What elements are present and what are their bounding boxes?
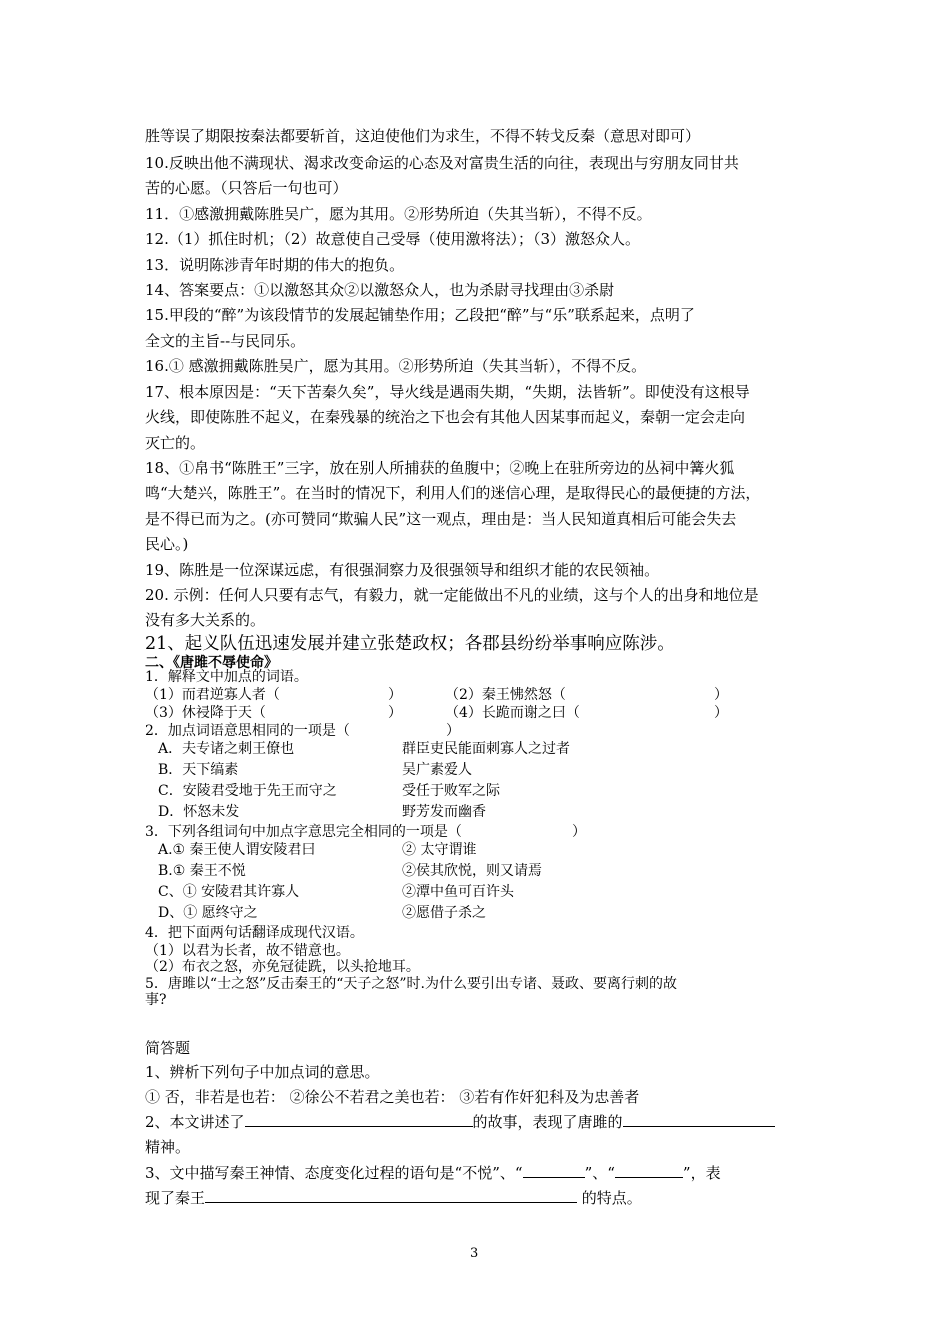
short-answer-title: 简答题 (145, 1039, 191, 1057)
short-q2-cont: 精神。 (145, 1138, 191, 1156)
question-3-stem: 3．下列各组词句中加点字意思完全相同的一项是（ (145, 824, 462, 840)
option-a: B．天下缟素 (158, 762, 239, 778)
short-q2: 2、本文讲述了 的故事，表现了唐雎的 (145, 1112, 775, 1132)
answer-line: 18、①帛书“陈胜王”三字，放在别人所捕获的鱼腹中；②晚上在驻所旁边的丛祠中篝火狐 (145, 459, 735, 477)
answer-line: 火线，即使陈胜不起义，在秦残暴的统治之下也会有其他人因某事而起义，秦朝一定会走向 (145, 408, 746, 426)
answer-line: 15.甲段的“醉”为该段情节的发展起铺垫作用；乙段把“醉”与“乐”联系起来，点明了 (145, 306, 695, 324)
short-q3-cont: 现了秦王 的特点。 (145, 1189, 642, 1207)
answer-line: 17、根本原因是：“天下苦秦久矣”，导火线是遇雨失期，“失期，法皆斩”。即使没有这根导 (145, 383, 750, 401)
answer-line: 10.反映出他不满现状、渴求改变命运的心态及对富贵生活的向往，表现出与穷朋友同甘共 (145, 154, 739, 172)
question-1-item: （2）秦王怫然怒（ (445, 687, 566, 703)
page-number: 3 (470, 1246, 479, 1261)
answer-line: 胜等误了期限按秦法都要斩首，这迫使他们为求生，不得不转戈反秦（意思对即可） (145, 127, 701, 145)
answer-line: 苦的心愿。（只答后一句也可） (145, 179, 348, 197)
bracket-close: ） (388, 705, 402, 721)
answer-blank[interactable] (205, 1188, 577, 1203)
answer-line: 灭亡的。 (145, 434, 206, 452)
question-5-cont: 事? (145, 992, 167, 1008)
answer-blank[interactable] (523, 1163, 585, 1178)
answer-line: 12.（1）抓住时机；（2）故意使自己受辱（使用激将法）；（3）激怒众人。 (145, 230, 640, 248)
answer-blank[interactable] (615, 1163, 683, 1178)
short-q3: 3、文中描写秦王神情、态度变化过程的语句是“不悦”、“ ”、“ ”，表 (145, 1164, 721, 1182)
option-a: A.① 秦王使人谓安陵君曰 (158, 842, 316, 858)
answer-line: 11．①感激拥戴陈胜吴广，愿为其用。②形势所迫（失其当斩），不得不反。 (145, 205, 652, 223)
question-5: 5．唐雎以“士之怒”反击秦王的“天子之怒”时.为什么要引出专诸、聂政、要离行刺的故 (145, 976, 677, 992)
answer-line: 20. 示例：任何人只要有志气，有毅力，就一定能做出不凡的业绩，这与个人的出身和地位是 (145, 586, 759, 604)
answer-line: 14、答案要点：①以激怒其众②以激怒众人，也为杀尉寻找理由③杀尉 (145, 281, 615, 299)
question-4-item: （2）布衣之怒，亦免冠徒跣，以头抢地耳。 (145, 959, 420, 975)
question-4-item: （1）以君为长者，故不错意也。 (145, 943, 350, 959)
answer-line: 16.① 感激拥戴陈胜吴广，愿为其用。②形势所迫（失其当斩），不得不反。 (145, 357, 647, 375)
option-b: 群臣吏民能面刺寡人之过者 (402, 741, 570, 757)
short-q1-items: ① 否，非若是也若： ②徐公不若君之美也若： ③若有作奸犯科及为忠善者 (145, 1088, 640, 1106)
option-b: ②愿借子杀之 (402, 905, 486, 921)
question-1-item: （4）长跪而谢之曰（ (445, 705, 580, 721)
question-1-item: （3）休祲降于天（ (145, 705, 266, 721)
option-a: B.① 秦王不悦 (158, 863, 246, 879)
question-1-stem: 1．解释文中加点的词语。 (145, 669, 308, 685)
question-2-stem: 2．加点词语意思相同的一项是（ (145, 723, 350, 739)
short-q1: 1、辨析下列句子中加点词的意思。 (145, 1063, 380, 1081)
answer-line-21: 21、起义队伍迅速发展并建立张楚政权；各郡县纷纷举事响应陈涉。 (145, 634, 675, 654)
option-b: 野芳发而幽香 (402, 804, 486, 820)
answer-blank[interactable] (245, 1112, 473, 1127)
option-b: ②侯其欣悦，则又请焉 (402, 863, 542, 879)
answer-line: 民心。) (145, 535, 189, 553)
bracket-close: ） (446, 723, 460, 739)
answer-line: 没有多大关系的。 (145, 611, 266, 629)
bracket-close: ） (714, 705, 728, 721)
answer-line: 13．说明陈涉青年时期的伟大的抱负。 (145, 256, 405, 274)
answer-blank[interactable] (623, 1112, 775, 1127)
bracket-close: ） (714, 687, 728, 703)
option-b: 受任于败军之际 (402, 783, 500, 799)
bracket-close: ） (388, 687, 402, 703)
option-b: ② 太守谓谁 (402, 842, 477, 858)
option-b: 吴广素爱人 (402, 762, 472, 778)
question-4-stem: 4．把下面两句话翻译成现代汉语。 (145, 925, 364, 941)
option-a: D．怀怒未发 (158, 804, 240, 820)
answer-line: 是不得已而为之。(亦可赞同“欺骗人民”这一观点，理由是：当人民知道真相后可能会失去 (145, 510, 737, 528)
option-a: C、① 安陵君其许寡人 (158, 884, 300, 900)
answer-line: 19、陈胜是一位深谋远虑，有很强洞察力及很强领导和组织才能的农民领袖。 (145, 561, 660, 579)
bracket-close: ） (572, 824, 586, 840)
option-a: C．安陵君受地于先王而守之 (158, 783, 337, 799)
question-1-item: （1）而君逆寡人者（ (145, 687, 280, 703)
answer-line: 全文的主旨--与民同乐。 (145, 332, 306, 350)
section-title: 二、《唐雎不辱使命》 (145, 655, 278, 671)
option-a: A．夫专诸之刺王僚也 (158, 741, 295, 757)
option-a: D、① 愿终守之 (158, 905, 258, 921)
option-b: ②潭中鱼可百许头 (402, 884, 514, 900)
answer-line: 鸣“大楚兴，陈胜王”。在当时的情况下，利用人们的迷信心理，是取得民心的最便捷的方法， (145, 484, 761, 502)
